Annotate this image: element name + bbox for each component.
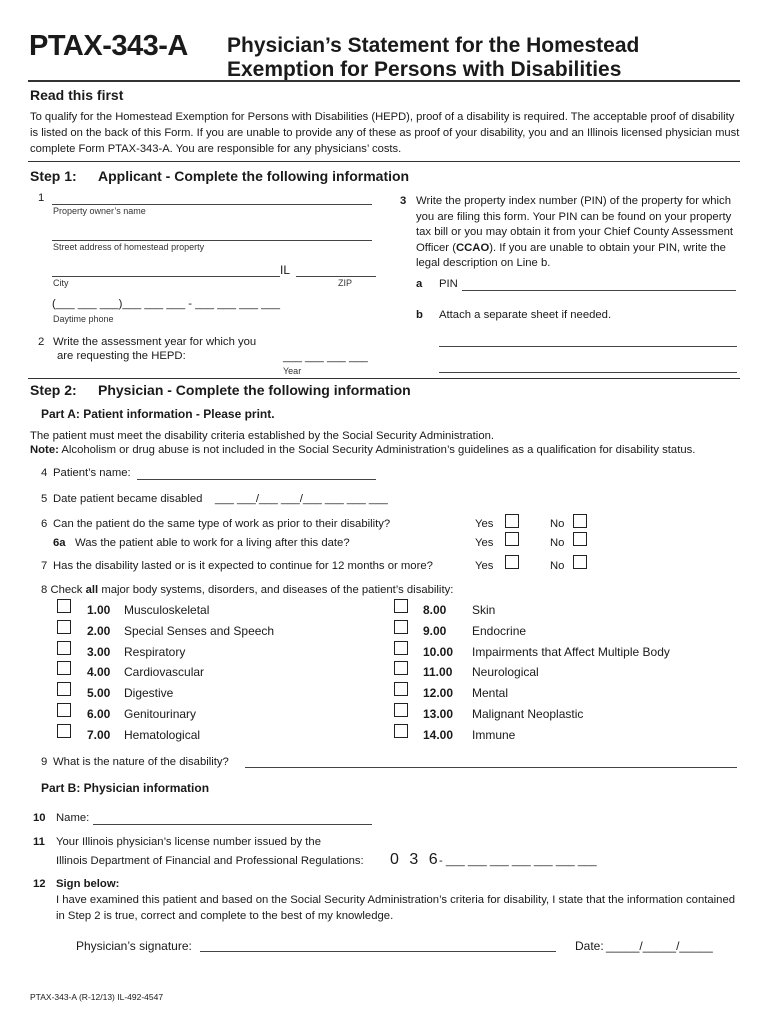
q9-text: What is the nature of the disability? (53, 756, 229, 768)
system-checkbox[interactable] (57, 703, 71, 717)
system-checkbox[interactable] (394, 599, 408, 613)
q6-yes-checkbox[interactable] (505, 514, 519, 528)
system-checkbox[interactable] (57, 661, 71, 675)
system-name: Skin (472, 603, 496, 617)
system-checkbox[interactable] (394, 620, 408, 634)
q8-number: 8 (41, 584, 48, 596)
system-name: Malignant Neoplastic (472, 707, 584, 721)
pin-field[interactable] (462, 290, 736, 291)
system-name: Respiratory (124, 645, 186, 659)
q8-all: all (85, 584, 99, 596)
q7-yes-checkbox[interactable] (505, 555, 519, 569)
q12-attestation: I have examined this patient and based on the Social Security Administration’s criteria for disability, I state that the information contained in Step 2 is true, correct and complete to the best of my knowledge. (56, 894, 736, 922)
q7-number: 7 (41, 560, 48, 572)
patient-name-field[interactable] (137, 479, 376, 480)
q6a-text: Was the patient able to work for a living after this date? (75, 537, 350, 549)
owner-name-field[interactable] (52, 204, 372, 205)
step1-item1-number: 1 (38, 192, 45, 204)
q4-number: 4 (41, 467, 48, 479)
system-name: Immune (472, 728, 516, 742)
q5-text: Date patient became disabled (53, 493, 203, 505)
pin-label: PIN (439, 278, 458, 290)
q7-text: Has the disability lasted or is it expected to continue for 12 months or more? (53, 560, 433, 572)
system-code: 4.00 (87, 665, 111, 679)
q8-line (41, 584, 453, 596)
q6-no-checkbox[interactable] (573, 514, 587, 528)
item3-text-a: Write the property index number (PIN) of the property for which you are filing this form. Your PIN can be found on your property tax bill or you may obtain it from your Chief County Assessment Officer ( (416, 195, 734, 254)
item2-line1: Write the assessment year for which you (53, 336, 257, 348)
system-checkbox[interactable] (394, 682, 408, 696)
item3-instructions (400, 194, 738, 272)
item3-ccao: CCAO (455, 241, 490, 254)
q6a-no-label: No (550, 537, 565, 549)
q7-yes-label: Yes (475, 560, 494, 572)
disability-date-field[interactable]: ___ ___/___ ___/___ ___ ___ ___ (215, 493, 388, 505)
q7-no-label: No (550, 560, 565, 572)
zip-label: ZIP (338, 278, 353, 288)
q11-line2: Illinois Department of Financial and Professional Regulations: (56, 855, 364, 867)
owner-name-label: Property owner’s name (53, 206, 146, 216)
system-code: 2.00 (87, 624, 111, 638)
signature-label: Physician’s signature: (76, 939, 192, 953)
system-name: Impairments that Affect Multiple Body (472, 645, 670, 659)
q7-no-checkbox[interactable] (573, 555, 587, 569)
city-field[interactable] (52, 276, 280, 277)
step1-title: Applicant - Complete the following information (98, 168, 410, 184)
date-label: Date: (575, 939, 604, 953)
form-id: PTAX-343-A (29, 30, 188, 62)
system-name: Endocrine (472, 624, 527, 638)
legal-line-b-label: b (416, 309, 423, 321)
form-title-line1: Physician’s Statement for the Homestead (227, 34, 640, 57)
note-line (30, 444, 695, 456)
read-first-heading: Read this first (30, 87, 124, 103)
street-address-field[interactable] (52, 240, 372, 241)
system-name: Hematological (124, 728, 201, 742)
footer-form-code: PTAX-343-A (R-12/13) IL-492-4547 (30, 992, 164, 1002)
q6-text: Can the patient do the same type of work as prior to their disability? (53, 518, 391, 530)
system-code: 14.00 (423, 728, 454, 742)
q9-number: 9 (41, 756, 48, 768)
q6a-yes-checkbox[interactable] (505, 532, 519, 546)
system-name: Musculoskeletal (124, 603, 210, 617)
system-code: 5.00 (87, 686, 111, 700)
legal-description-field-1[interactable] (439, 346, 737, 347)
system-name: Special Senses and Speech (124, 624, 275, 638)
system-name: Genitourinary (124, 707, 197, 721)
q6a-number: 6a (53, 537, 66, 549)
system-code: 10.00 (423, 645, 454, 659)
system-checkbox[interactable] (394, 661, 408, 675)
phone-label: Daytime phone (53, 314, 114, 324)
system-checkbox[interactable] (57, 641, 71, 655)
signature-field[interactable] (200, 951, 556, 952)
system-name: Cardiovascular (124, 665, 205, 679)
street-address-label: Street address of homestead property (53, 242, 205, 252)
system-name: Mental (472, 686, 509, 700)
system-checkbox[interactable] (57, 682, 71, 696)
step1-item2-number: 2 (38, 336, 45, 348)
system-code: 8.00 (423, 603, 447, 617)
disability-nature-field[interactable] (245, 767, 737, 768)
q6a-no-checkbox[interactable] (573, 532, 587, 546)
q11-number: 11 (33, 836, 45, 848)
form-title-line2: Exemption for Persons with Disabilities (227, 58, 622, 81)
step2-title: Physician - Complete the following information (98, 382, 411, 398)
q6-no-label: No (550, 518, 565, 530)
system-code: 6.00 (87, 707, 111, 721)
partB-title: Part B: Physician information (41, 781, 210, 795)
system-checkbox[interactable] (394, 703, 408, 717)
system-code: 12.00 (423, 686, 454, 700)
q8-post: major body systems, disorders, and diseases of the patient’s disability: (101, 584, 454, 596)
intro-divider (28, 161, 740, 162)
system-code: 1.00 (87, 603, 111, 617)
date-field[interactable]: _____/_____/_____ (606, 939, 713, 953)
license-number-field[interactable]: - ___ ___ ___ ___ ___ ___ ___ (439, 855, 597, 867)
criteria-text: The patient must meet the disability criteria established by the Social Security Administration. (30, 430, 495, 442)
system-name: Digestive (124, 686, 174, 700)
physician-name-field[interactable] (93, 824, 372, 825)
system-code: 7.00 (87, 728, 111, 742)
header-divider (28, 80, 740, 82)
step1-label: Step 1: (30, 168, 77, 184)
q11-line1: Your Illinois physician’s license number issued by the (56, 836, 321, 848)
system-checkbox[interactable] (57, 620, 71, 634)
city-label: City (53, 278, 69, 288)
q6-yes-label: Yes (475, 518, 494, 530)
q6-number: 6 (41, 518, 48, 530)
item2-line2: are requesting the HEPD: (57, 350, 186, 362)
year-label: Year (283, 366, 302, 376)
q4-text: Patient’s name: (53, 467, 131, 479)
q12-number: 12 (33, 878, 46, 890)
legal-description-field-2[interactable] (439, 372, 737, 373)
q8-pre: Check (50, 584, 83, 596)
system-checkbox[interactable] (394, 641, 408, 655)
zip-field[interactable] (296, 276, 376, 277)
step2-label: Step 2: (30, 382, 77, 398)
system-checkbox[interactable] (57, 599, 71, 613)
system-name: Neurological (472, 665, 539, 679)
step1-item3-number: 3 (400, 195, 407, 207)
q5-number: 5 (41, 493, 48, 505)
system-checkbox[interactable] (394, 724, 408, 738)
note-text: Alcoholism or drug abuse is not included in the Social Security Administration’s guidelines as a qualification for disability status. (61, 444, 696, 456)
intro-paragraph: To qualify for the Homestead Exemption for Persons with Disabilities (HEPD), proof of a disability is required. The acceptable proof of disability is listed on the back of this Form. If you are unable to provide any of these as proof of your disability, you and an Illinois licensed physician must complete Form PTAX-343-A. You are responsible for any physicians’ costs. (30, 111, 740, 155)
phone-field[interactable]: (___ ___ ___)___ ___ ___ - ___ ___ ___ ___ (52, 298, 281, 310)
form-title (227, 34, 639, 82)
q12-title: Sign below: (56, 878, 120, 890)
pin-line-a-label: a (416, 278, 423, 290)
partA-title: Part A: Patient information - Please print. (41, 407, 275, 421)
system-code: 3.00 (87, 645, 111, 659)
q10-text: Name: (56, 812, 90, 824)
license-prefix: 0 3 6 (390, 851, 441, 868)
system-code: 11.00 (423, 665, 453, 679)
system-code: 13.00 (423, 707, 454, 721)
step1-divider (28, 378, 740, 379)
assessment-year-field[interactable]: ___ ___ ___ ___ (283, 351, 368, 363)
state-il: IL (280, 263, 291, 277)
q10-number: 10 (33, 812, 46, 824)
note-label: Note: (30, 444, 59, 456)
item3-text-b: ). If you are unable to obtain your PIN, write the legal description on Line b. (416, 241, 726, 269)
system-checkbox[interactable] (57, 724, 71, 738)
q6a-yes-label: Yes (475, 537, 494, 549)
legal-b-text: Attach a separate sheet if needed. (439, 309, 612, 321)
system-code: 9.00 (423, 624, 447, 638)
